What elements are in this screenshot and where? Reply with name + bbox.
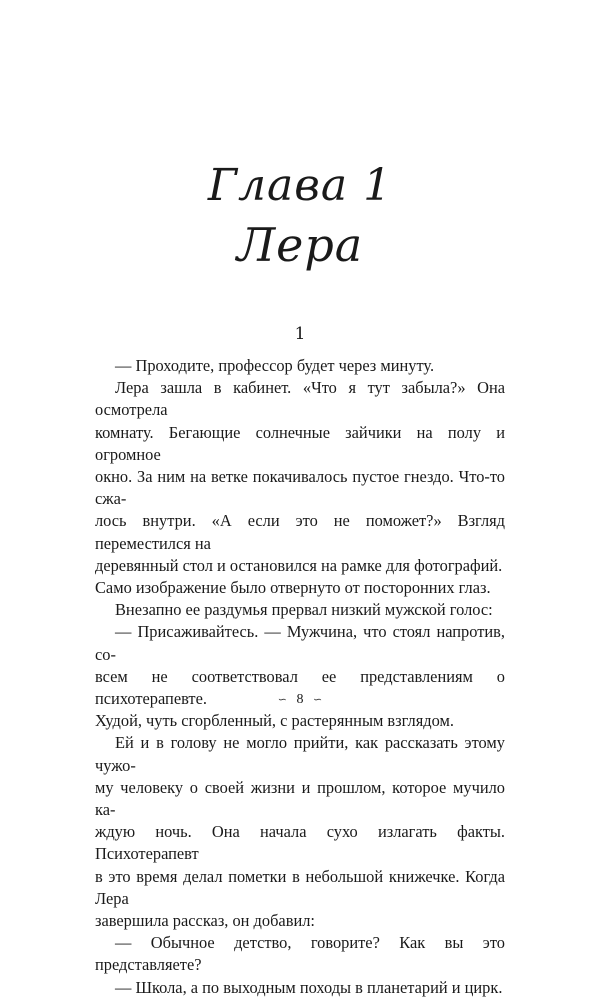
folio-ornament-left-icon: ∽ [277,694,287,706]
page-number: 8 [296,692,304,707]
page-folio [0,690,600,710]
paragraph: Лера зашла в кабинет. «Что я тут забыла?» Она осмотрела комнату. Бегающие солнечные зайчики на полу и огромное окно. За ним на ветке покачивалось пустое гнездо. Что-то сжа- лось внутри. «А если это не поможет?» Взгляд переместился на деревянный стол и остановился на рамке для фотографий. Само изображение было отвернуто от посторонних глаз. [95,378,505,598]
paragraph: — Присаживайтесь. — Мужчина, что стоял напротив, со- всем не соответствовал ее представлениям о психотерапевте. Худой, чуть сгорбленный, с растерянным взглядом. [95,622,505,731]
folio-ornament-right-icon: ∽ [313,694,323,706]
paragraph: Внезапно ее раздумья прервал низкий мужской голос: [115,600,493,620]
paragraph: — Обычное детство, говорите? Как вы это представляете? [95,933,505,975]
chapter-name: Лера [236,218,364,272]
chapter-title: Глава 1 [207,160,393,211]
paragraph: Ей и в голову не могло прийти, как рассказать этому чужо- му человеку о своей жизни и прошлом, которое мучило ка- ждую ночь. Она начала сухо излагать факты. Психотерапевт в это время делал пометки в небольшой книжечке. Когда Лера завершила рассказ, он добавил: [95,733,505,931]
body-text [95,355,505,999]
paragraph: — Школа, а по выходным походы в планетарий и цирк. [115,977,503,997]
paragraph: — Проходите, профессор будет через минуту. [115,356,435,375]
section-number: 1 [294,324,306,344]
